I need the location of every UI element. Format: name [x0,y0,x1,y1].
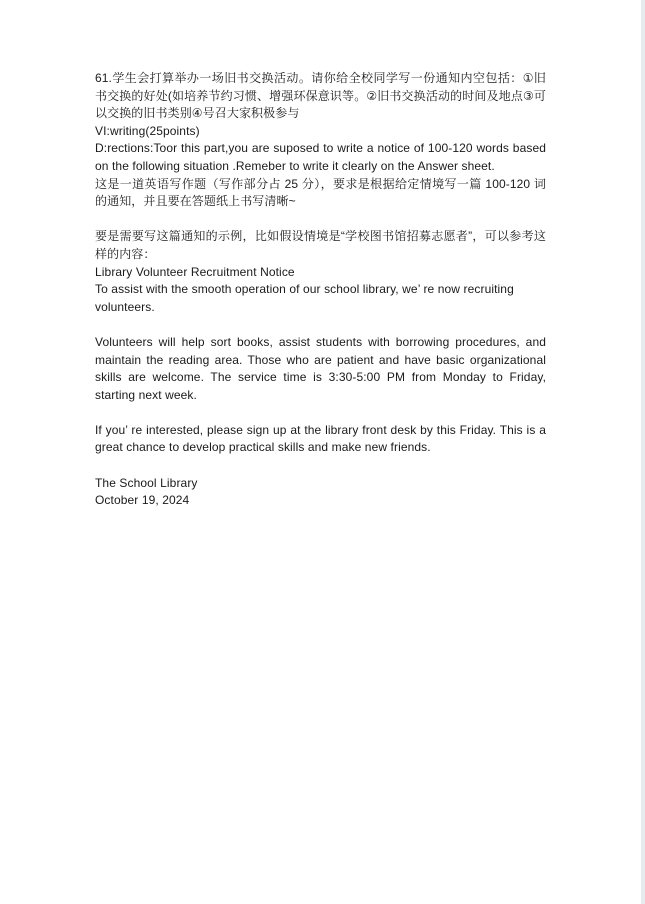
question-text: 61.学生会打算举办一场旧书交换活动。请你给全校同学写一份通知内空包括：①旧书交换的好处(如培养节约习惯、增强环保意识等。②旧书交换活动的时间及地点③可以交换的旧书类别④号召大家积极参与 [95,71,546,121]
directions-text: D:rections:Toor this part,you are suposed to write a notice of 100-120 words based on the following situation .Remeber to write it clearly on the Answer sheet. [95,141,546,173]
notice-closing: If you’ re interested, please sign up at the library front desk by this Friday. This is a great chance to develop practical skills and make new friends. [95,422,546,455]
section-label: VI:writing(25points) [95,123,200,138]
example-intro-text: 要是需要写这篇通知的示例，比如假设情境是“学校图书馆招募志愿者”，可以参考这样的内容： [95,229,546,261]
blank-line [95,211,546,229]
explanation-text: 这是一道英语写作题（写作部分占 25 分），要求是根据给定情境写一篇 100-120 词的通知，并且要在答题纸上书写清晰~ [95,176,546,209]
notice-body: Volunteers will help sort books, assist students with borrowing procedures, and maintain the reading area. Those who are patient and have basic organizational skills are welcome. The service time is 3:30-5:00 PM from Monday to Friday, starting next week. [95,334,546,402]
blank-line [95,404,546,422]
blank-line [95,316,546,334]
date-line: October 19, 2024 [95,493,190,508]
document-content [95,70,546,510]
page-edge-strip [641,0,645,904]
notice-title: Library Volunteer Recruitment Notice [95,264,295,279]
notice-intro: To assist with the smooth operation of our school library, we’ re now recruiting volunteers. [95,282,514,314]
blank-line [95,457,546,475]
signature-line: The School Library [95,475,198,490]
